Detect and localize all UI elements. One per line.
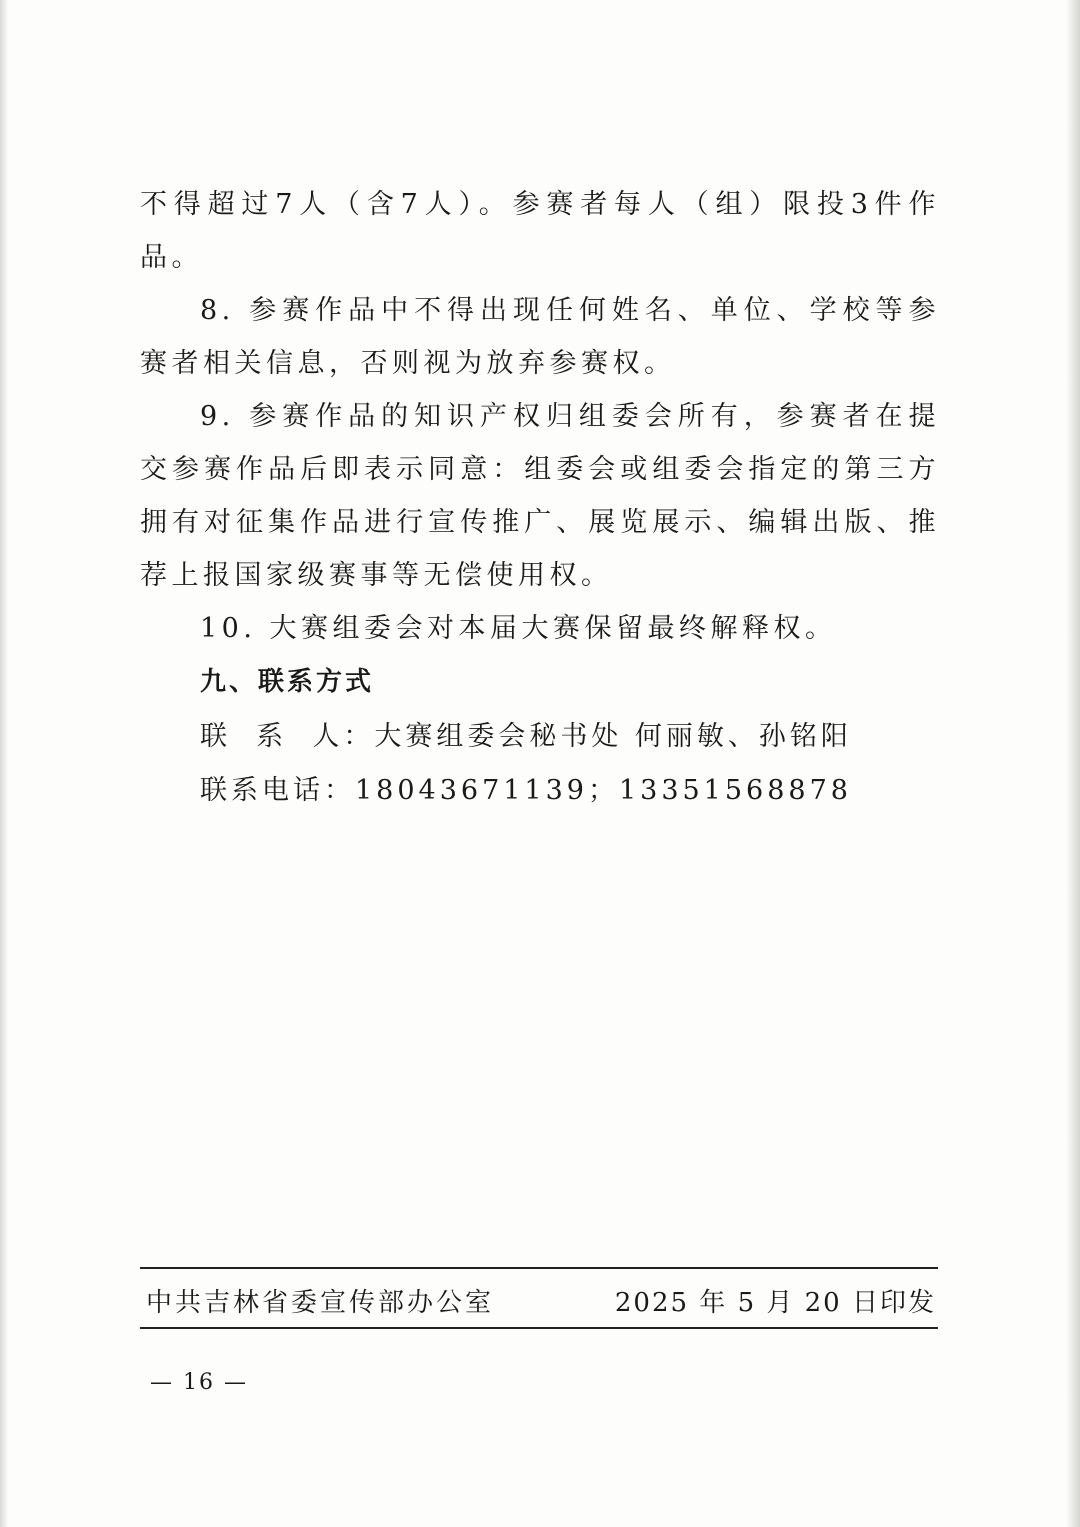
scan-edge-left xyxy=(0,0,8,1527)
contact-person: 联 系 人：大赛组委会秘书处 何丽敏、孙铭阳 xyxy=(200,721,852,752)
paragraph-continuation: 不得超过7人（含7人）。参赛者每人（组）限投3件作品。 xyxy=(140,189,940,273)
contact-phone: 联系电话：18043671139；13351568878 xyxy=(200,775,852,806)
footer-issue-date: 2025 年 5 月 20 日印发 xyxy=(614,1288,936,1318)
footer-issuer: 中共吉林省委宣传部办公室 xyxy=(146,1288,495,1318)
page-number: — 16 — xyxy=(150,1370,248,1395)
document-body xyxy=(140,178,940,818)
paragraph-item-9: 9. 参赛作品的知识产权归组委会所有，参赛者在提交参赛作品后即表示同意：组委会或组委会指定的第三方拥有对征集作品进行宣传推广、展览展示、编辑出版、推荐上报国家级赛事等无偿使用权。 xyxy=(140,401,940,591)
paragraph-item-8: 8. 参赛作品中不得出现任何姓名、单位、学校等参赛者相关信息，否则视为放弃参赛权。 xyxy=(140,295,940,379)
scan-edge-right xyxy=(1066,0,1080,1527)
document-footer xyxy=(140,1267,938,1329)
paragraph-item-10: 10. 大赛组委会对本届大赛保留最终解释权。 xyxy=(200,613,837,644)
section-heading-contact: 九、联系方式 xyxy=(200,667,375,697)
